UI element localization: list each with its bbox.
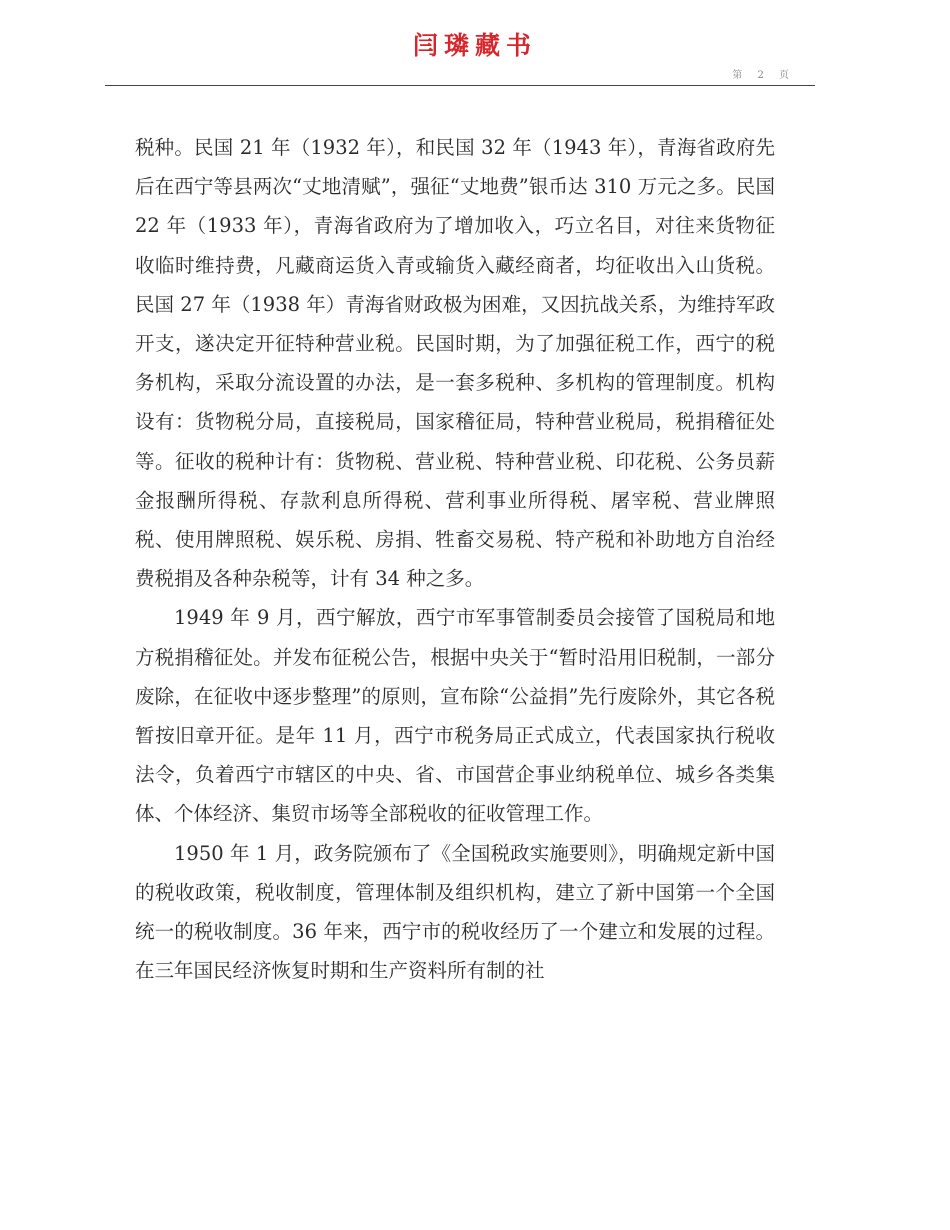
page-header: [0, 0, 950, 90]
paragraph-1: 税种。民国 21 年（1932 年），和民国 32 年（1943 年），青海省政府先后在西宁等县两次“丈地清赋”，强征“丈地费”银币达 310 万元之多。民国 22 年（1933 年），青海省政府为了增加收入，巧立名目，对往来货物征收临时维持费，凡藏商运货入青或输货入藏经商者，均征收出入山货税。民国 27 年（1938 年）青海省财政极为困难，又因抗战关系，为维持军政开支，遂决定开征特种营业税。民国时期，为了加强征税工作，西宁的税务机构，采取分流设置的办法，是一套多税种、多机构的管理制度。机构设有：货物税分局，直接税局，国家稽征局，特种营业税局，税捐稽征处等。征收的税种计有：货物税、营业税、特种营业税、印花税、公务员薪金报酬所得税、存款利息所得税、营利事业所得税、屠宰税、营业牌照税、使用牌照税、娱乐税、房捐、牲畜交易税、特产税和补助地方自治经费税捐及各种杂税等，计有 34 种之多。: [135, 136, 775, 591]
paragraph-3: 1950 年 1 月，政务院颁布了《全国税政实施要则》，明确规定新中国的税收政策，税收制度，管理体制及组织机构，建立了新中国第一个全国统一的税收制度。36 年来，西宁市的税收经历了一个建立和发展的过程。在三年国民经济恢复时期和生产资料所有制的社: [135, 841, 775, 983]
header-divider: [105, 85, 815, 86]
document-body: [135, 128, 775, 990]
paragraph-2: 1949 年 9 月，西宁解放，西宁市军事管制委员会接管了国税局和地方税捐稽征处。并发布征税公告，根据中央关于“暂时沿用旧税制，一部分废除，在征收中逐步整理”的原则，宣布除“公益捐”先行废除外，其它各税暂按旧章开征。是年 11 月，西宁市税务局正式成立，代表国家执行税收法令，负着西宁市辖区的中央、省、市国营企事业纳税单位、城乡各类集体、个体经济、集贸市场等全部税收的征收管理工作。: [135, 606, 775, 826]
page-number: 第 2 页: [732, 70, 795, 81]
brand-title: 闫璘藏书: [412, 31, 537, 60]
